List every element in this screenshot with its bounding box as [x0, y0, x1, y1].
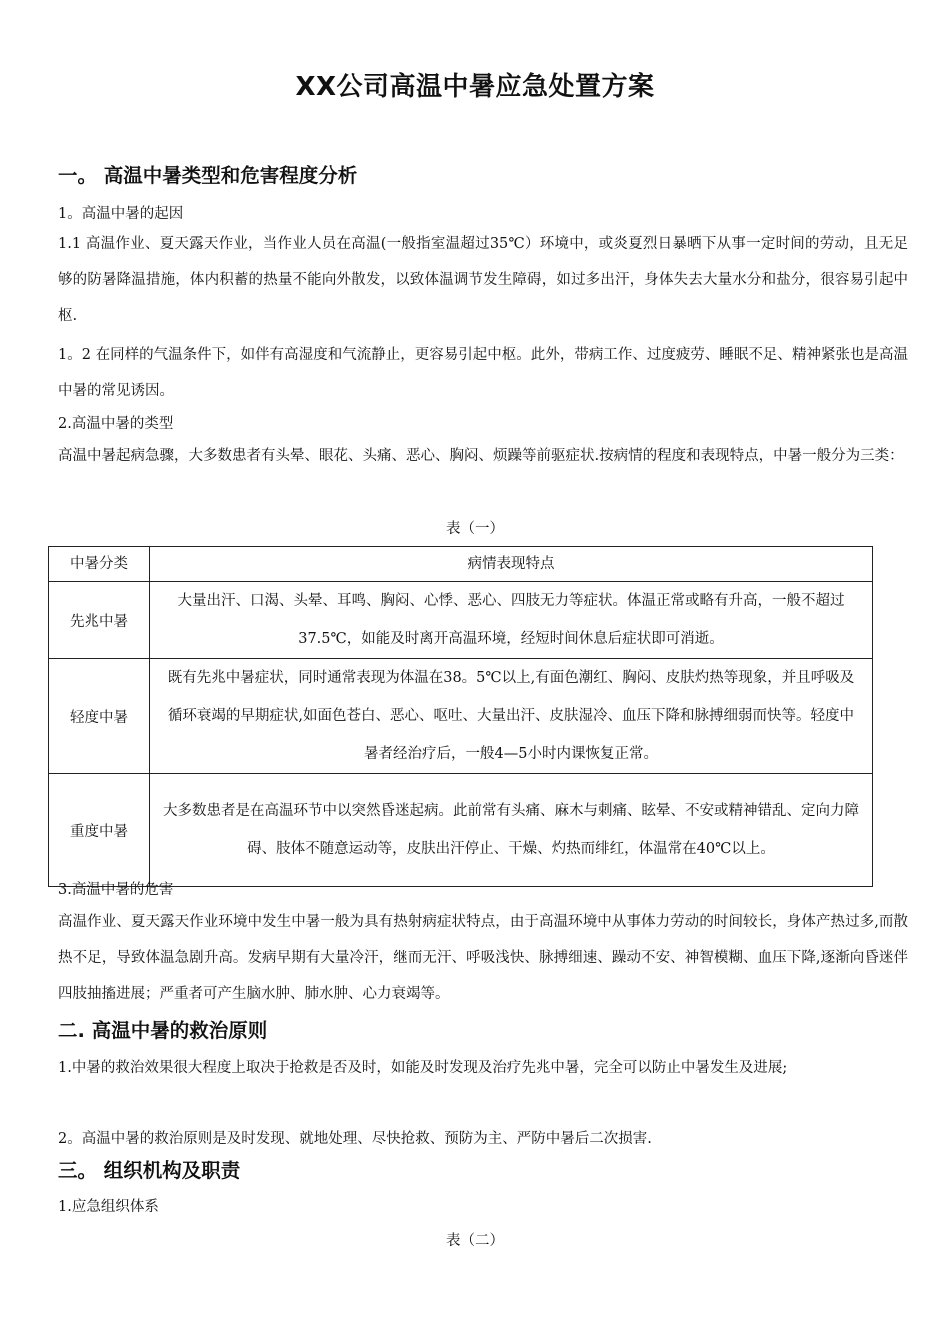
table-row — [49, 659, 873, 774]
harm-paragraph: 高温作业、夏天露天作业环境中发生中暑一般为具有热射病症状特点，由于高温环境中从事体力劳动的时间较长，身体产热过多,而散热不足，导致体温急剧升高。发病早期有大量冷汗，继而无汗、呼吸浅快、脉搏细速、躁动不安、神智模糊、血压下降,逐渐向昏迷伴四肢抽搐进展；严重者可产生脑水肿、肺水肿、心力衰竭等。 — [58, 914, 908, 1002]
cause-subtitle: 1。高温中暑的起因 — [58, 206, 184, 222]
table-header-row — [49, 547, 873, 582]
section-2-heading: 二. 高温中暑的救治原则 — [58, 1019, 268, 1042]
heatstroke-type-table — [48, 546, 873, 887]
type-subtitle: 2.高温中暑的类型 — [58, 416, 174, 432]
section-2-paragraph-2: 2。高温中暑的救治原则是及时发现、就地处理、尽快抢救、预防为主、严防中暑后二次损害. — [58, 1131, 652, 1147]
section-3-heading: 三。 组织机构及职责 — [58, 1159, 241, 1182]
table-cell-category: 先兆中暑 — [49, 582, 150, 659]
table-cell-description: 大多数患者是在高温环节中以突然昏迷起病。此前常有头痛、麻木与刺痛、眩晕、不安或精神错乱、定向力障碍、肢体不随意运动等，皮肤出汗停止、干燥、灼热而绯红，体温常在40℃以上。 — [150, 774, 873, 887]
section-1-heading: 一。 高温中暑类型和危害程度分析 — [58, 164, 358, 187]
document-title: XX公司高温中暑应急处置方案 — [295, 72, 655, 102]
type-paragraph: 高温中暑起病急骤，大多数患者有头晕、眼花、头痛、恶心、胸闷、烦躁等前驱症状.按病情的程度和表现特点，中暑一般分为三类： — [58, 448, 904, 464]
section-2-paragraph-1: 1.中暑的救治效果很大程度上取决于抢救是否及时，如能及时发现及治疗先兆中暑，完全可以防止中暑发生及进展; — [58, 1060, 788, 1076]
table-header-description: 病情表现特点 — [150, 547, 873, 582]
harm-subtitle: 3.高温中暑的危害 — [58, 882, 174, 898]
table-header-category: 中暑分类 — [49, 547, 150, 582]
table-row — [49, 774, 873, 887]
table-cell-category: 重度中暑 — [49, 774, 150, 887]
section-3-paragraph-1: 1.应急组织体系 — [58, 1199, 159, 1215]
table-cell-description: 既有先兆中暑症状，同时通常表现为体温在38。5℃以上,有面色潮红、胸闷、皮肤灼热等现象，并且呼吸及循环衰竭的早期症状,如面色苍白、恶心、呕吐、大量出汗、皮肤湿冷、血压下降和脉搏细弱而快等。轻度中暑者经治疗后，一般4—5小时内课恢复正常。 — [150, 659, 873, 774]
paragraph-1-2: 1。2 在同样的气温条件下，如伴有高湿度和气流静止，更容易引起中枢。此外，带病工作、过度疲劳、睡眠不足、精神紧张也是高温中暑的常见诱因。 — [58, 347, 908, 399]
table-cell-description: 大量出汗、口渴、头晕、耳鸣、胸闷、心悸、恶心、四肢无力等症状。体温正常或略有升高，一般不超过37.5℃，如能及时离开高温环境，经短时间休息后症状即可消逝。 — [150, 582, 873, 659]
table-2-caption: 表（二） — [446, 1233, 504, 1249]
table-cell-category: 轻度中暑 — [49, 659, 150, 774]
table-row — [49, 582, 873, 659]
paragraph-1-1: 1.1 高温作业、夏天露天作业，当作业人员在高温(一般指室温超过35℃）环境中，或炎夏烈日暴晒下从事一定时间的劳动，且无足够的防暑降温措施，体内积蓄的热量不能向外散发，以致体温调节发生障碍，如过多出汗，身体失去大量水分和盐分，很容易引起中枢. — [58, 236, 908, 324]
table-1-caption: 表（一） — [446, 521, 504, 537]
